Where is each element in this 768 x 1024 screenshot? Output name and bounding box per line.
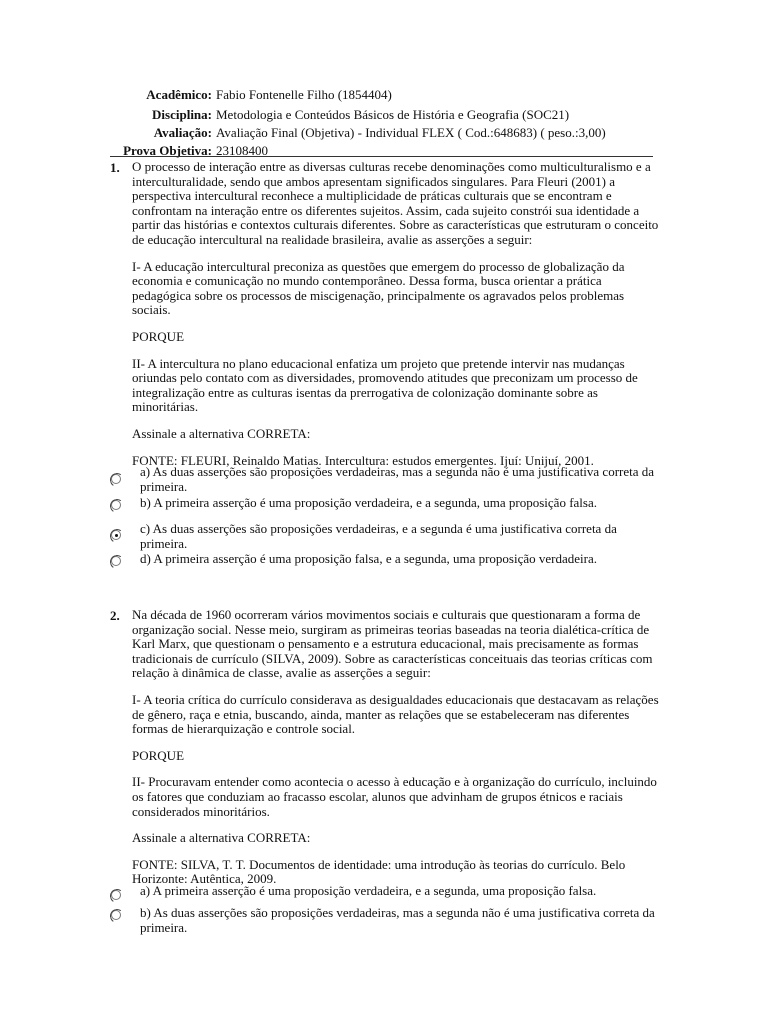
option-label: b) A primeira asserção é uma proposição verdadeira, e a segunda, uma proposição falsa. [140, 495, 597, 510]
radio-icon[interactable] [111, 474, 121, 484]
avaliacao-label: Avaliação: [153, 125, 212, 140]
instruction-text: Assinale a alternativa CORRETA: [132, 425, 311, 441]
prova-label: Prova Objetiva: [123, 143, 212, 158]
assertion-2: II- A intercultura no plano educacional enfatiza um projeto que pretende intervir nas mudanças oriundas pelo contato com as diversidades, promovendo atitudes que preconizam um processo de integralização entre as culturas isentas da prerrogativa de colonização dominante sobre as minoritárias. [132, 355, 638, 415]
porque-label: PORQUE [132, 328, 185, 344]
radio-icon[interactable] [111, 556, 121, 566]
porque-label: PORQUE [132, 747, 185, 763]
radio-icon[interactable] [111, 910, 121, 920]
assertion-1: I- A teoria crítica do currículo considerava as desigualdades educacionais que destacavam as relações de gênero, raça e etnia, buscando, ainda, manter as relações que se estabeleceram nas diferentes formas de hierarquização e controle social. [132, 691, 659, 737]
option-label: b) As duas asserções são proposições verdadeiras, mas a segunda não é uma justificativa correta da primeira. [140, 905, 655, 935]
academico-value: Fabio Fontenelle Filho (1854404) [216, 87, 392, 102]
header-divider [110, 156, 653, 157]
assertion-2: II- Procuravam entender como acontecia o acesso à educação e à organização do currículo, incluindo os fatores que conduziam ao fracasso escolar, alunos que advinham de grupos étnicos e raciais considerados minoritários. [132, 774, 657, 819]
option-label: d) A primeira asserção é uma proposição falsa, e a segunda, uma proposição verdadeira. [140, 551, 597, 566]
question-number: 2. [110, 608, 120, 623]
instruction-text: Assinale a alternativa CORRETA: [132, 830, 311, 846]
disciplina-value: Metodologia e Conteúdos Básicos de História e Geografia (SOC21) [216, 107, 570, 122]
academico-label-row [0, 86, 212, 104]
avaliacao-value: Avaliação Final (Objetiva) - Individual FLEX ( Cod.:648683) ( peso.:3,00) [216, 125, 606, 140]
disciplina-label: Disciplina: [152, 107, 212, 122]
radio-icon[interactable] [111, 500, 121, 510]
prova-label-row [0, 142, 212, 160]
assertion-1: I- A educação intercultural preconiza as questões que emergem do processo de globalização da economia e comunicação no mundo contemporâneo. Dessa forma, busca orientar a prática pedagógica sobre os processos de miscigenação, principalmente os agravados pelos problemas sociais. [132, 258, 625, 318]
question-body [132, 608, 662, 887]
prova-value: 23108400 [216, 143, 268, 158]
question-number: 1. [110, 160, 120, 175]
source-citation: FONTE: FLEURI, Reinaldo Matias. Intercultura: estudos emergentes. Ijuí: Unijuí, 2001. [132, 452, 594, 468]
question-body [132, 160, 662, 468]
option-label: a) As duas asserções são proposições verdadeiras, mas a segunda não é uma justificativa correta da primeira. [140, 464, 655, 494]
disciplina-label-row [0, 106, 212, 124]
radio-icon[interactable] [111, 890, 121, 900]
source-citation: FONTE: SILVA, T. T. Documentos de identidade: uma introdução às teorias do currículo. Belo Horizonte: Autêntica, 2009. [132, 856, 626, 887]
option-label: a) A primeira asserção é uma proposição verdadeira, e a segunda, uma proposição falsa. [140, 883, 597, 898]
avaliacao-label-row [0, 124, 212, 142]
option-label: c) As duas asserções são proposições verdadeiras, e a segunda é uma justificativa correta da primeira. [140, 521, 617, 551]
radio-selected-icon[interactable] [111, 530, 121, 540]
question-intro: O processo de interação entre as diversas culturas recebe denominações como multiculturalismo e a interculturalidade, sendo que ambos apresentam significados singulares. Para Fleuri (2001) a perspectiva intercultural reconhece a multiplicidade de práticas culturais que se encontram e confrontam na interação entre os diferentes sujeitos. Assim, cada sujeito constrói sua identidade a partir das histórias e contextos culturais diferentes. Sobre as características que estruturam o conceito de educação intercultural na realidade brasileira, avalie as asserções a seguir: [132, 159, 659, 247]
academico-label: Acadêmico: [146, 87, 212, 102]
question-intro: Na década de 1960 ocorreram vários movimentos sociais e culturais que questionaram a forma de organização social. Nesse meio, surgiram as primeiras teorias baseadas na teoria dialética-crítica de Karl Marx, que questionam o pensamento e a estrutura educacional, mais precisamente as formas tradicionais de currículo (SILVA, 2009). Sobre as características conceituais das teorias críticas com relação à dinâmica de classe, avalie as asserções a seguir: [132, 607, 653, 681]
